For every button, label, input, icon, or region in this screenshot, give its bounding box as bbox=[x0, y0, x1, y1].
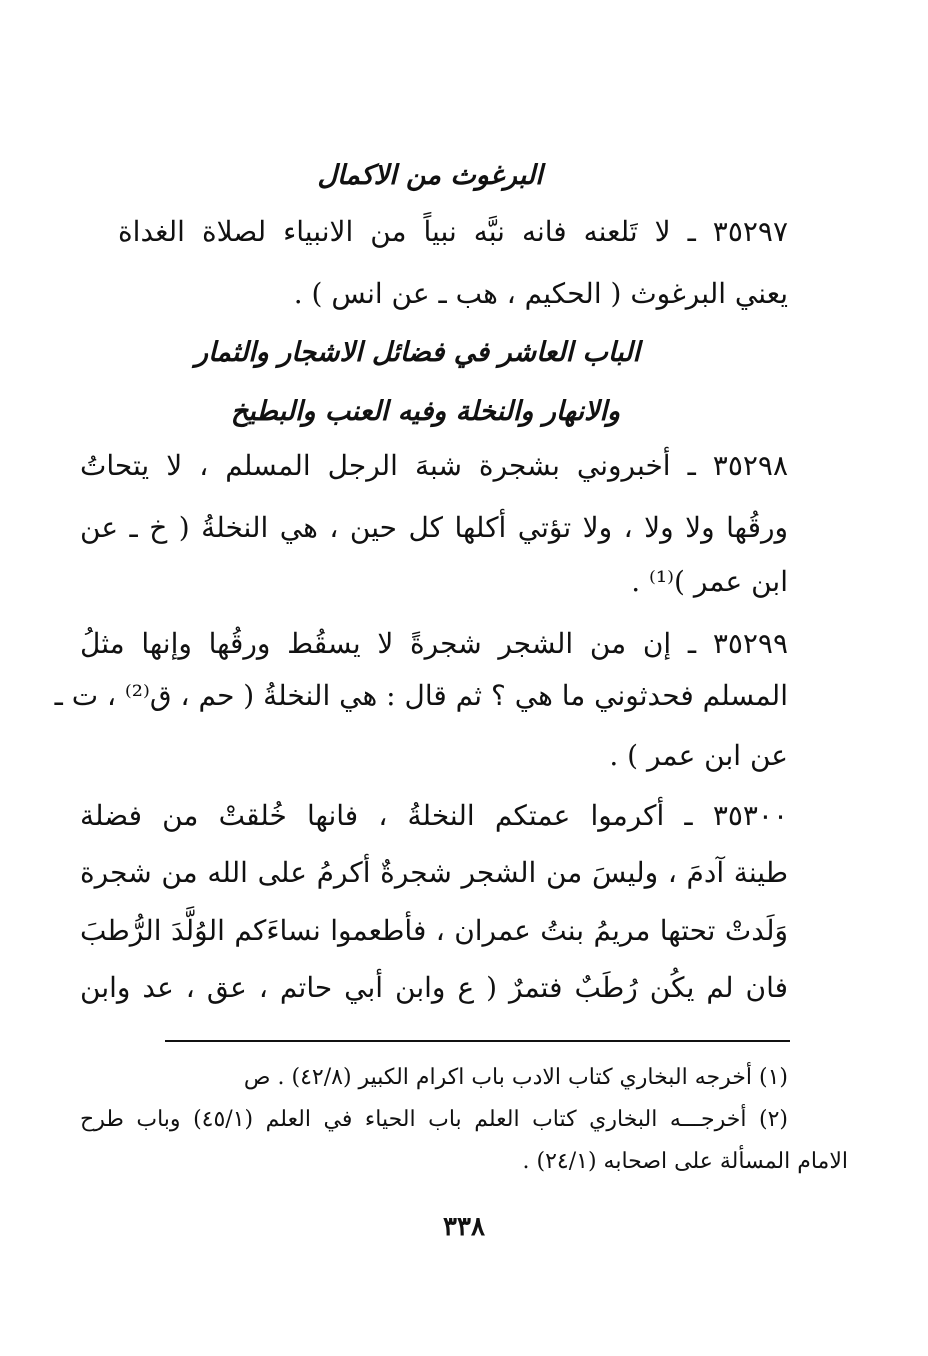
text-line-3: ٣٥٢٩٨ ـ أخبروني بشجرة شبهَ الرجل المسلم ، لا يتحاتُ bbox=[80, 449, 788, 482]
text-line-6: ٣٥٢٩٩ ـ إن من الشجر شجرةً لا يسقُط ورقُها وإنها مثلُ bbox=[80, 627, 789, 660]
text-line-1: ٣٥٢٩٧ ـ لا تَلعنه فانه نبَّه نبياً من الانبياء لصلاة الغداة bbox=[118, 215, 788, 248]
footnote-1: (١) أخرجه البخاري كتاب الادب باب اكرام الكبير (٤٢/٨) . ص bbox=[243, 1065, 788, 1090]
page-number: ٣٣٨ bbox=[443, 1212, 485, 1242]
text-line-12: فان لم يكُن رُطَبٌ فتمرٌ ( ع وابن أبي حاتم ، عق ، عد وابن bbox=[80, 971, 788, 1004]
chapter-heading-line-2: والانهار والنخلة وفيه العنب والبطيخ bbox=[230, 396, 620, 427]
footnote-divider bbox=[165, 1040, 790, 1042]
text-line-11: وَلَدتْ تحتها مريمُ بنتُ عمران ، فأطعموا نساءَكم الوُلَّدَ الرُّطبَ bbox=[80, 914, 788, 947]
text-line-9: ٣٥٣٠٠ ـ أكرموا عمتكم النخلةُ ، فانها خُلقتْ من فضلة bbox=[80, 799, 789, 832]
text-line-8: عن ابن عمر ) . bbox=[609, 739, 788, 772]
text-line-7: المسلم فحدثوني ما هي ؟ ثم قال : هي النخلةُ ( حم ، ق⁽²⁾ ، ت ـ bbox=[54, 679, 788, 712]
text-line-4: ورقُها ولا ولا ، ولا تؤتي أكلها كل حين ، هي النخلةُ ( خ ـ عن bbox=[80, 511, 788, 544]
footnote-2-continued: الامام المسألة على اصحابه (٢٤/١) . bbox=[522, 1149, 848, 1174]
chapter-heading-line-1: الباب العاشر في فضائل الاشجار والثمار bbox=[195, 337, 640, 368]
footnote-2: (٢) أخرجـــه البخاري كتاب العلم باب الحياء في العلم (٤٥/١) وباب طرح bbox=[80, 1107, 788, 1132]
text-line-5: ابن عمر )⁽¹⁾ . bbox=[631, 565, 788, 598]
section-heading-flea: البرغوث من الاكمال bbox=[317, 160, 543, 191]
text-line-2: يعني البرغوث ( الحكيم ، هب ـ عن انس ) . bbox=[293, 277, 788, 310]
text-line-10: طينة آدمَ ، وليسَ من الشجر شجرةٌ أكرمُ على الله من شجرة bbox=[80, 856, 788, 889]
